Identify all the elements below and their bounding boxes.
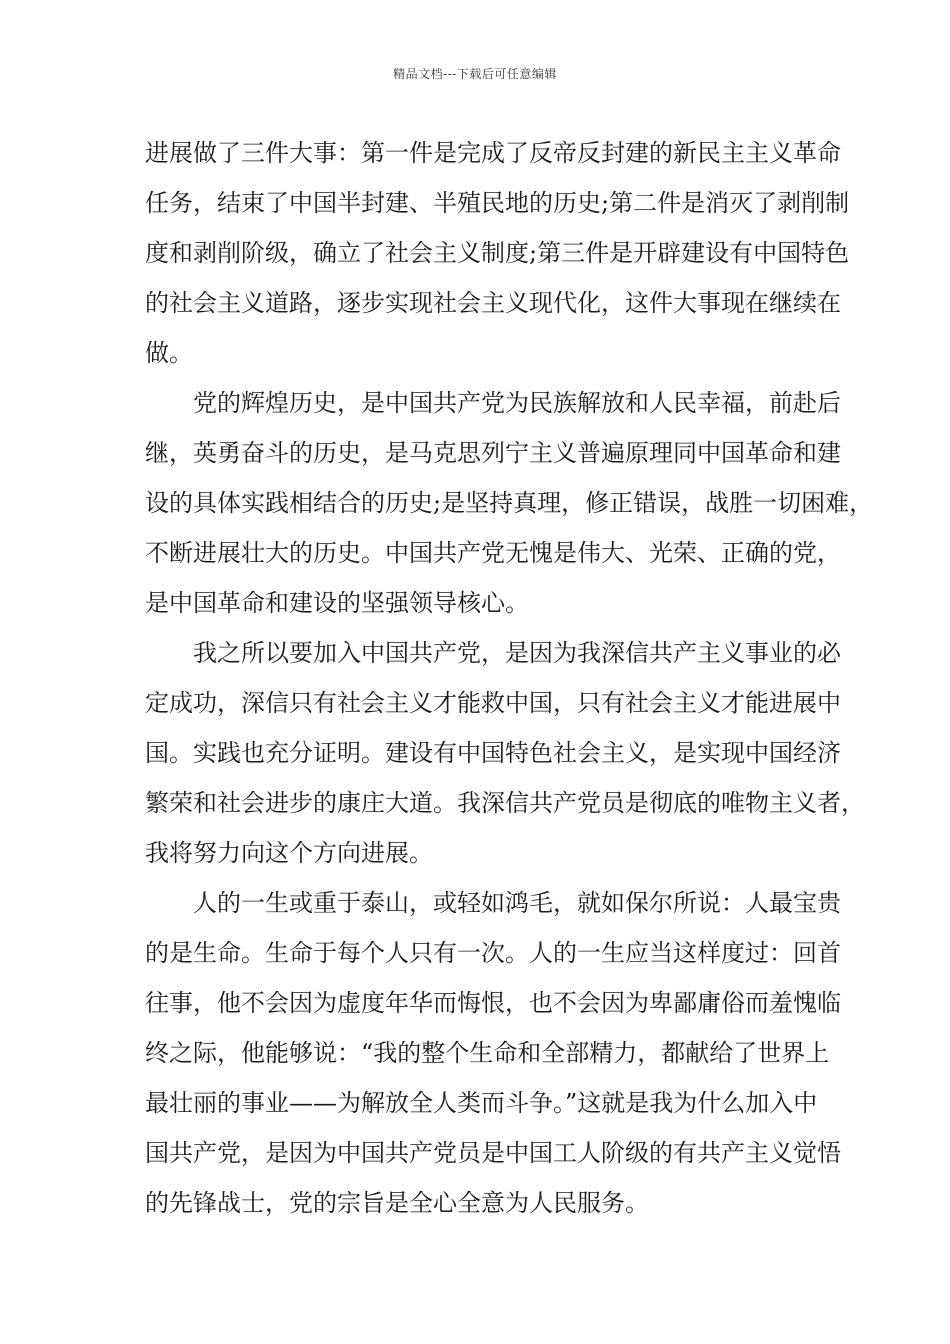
text-line: 繁荣和社会进步的康庄大道。我深信共产党员是彻底的唯物主义者， [145, 789, 865, 817]
text-line: 国。实践也充分证明。建设有中国特色社会主义，是实现中国经济 [145, 739, 841, 767]
document-body [145, 128, 874, 1228]
text-line: 最壮丽的事业——为解放全人类而斗争。”这就是我为什么加入中 [145, 1089, 818, 1117]
text-line: 党的辉煌历史，是中国共产党为民族解放和人民幸福，前赴后 [193, 389, 841, 417]
paragraph-3 [145, 628, 865, 878]
text-line: 进展做了三件大事：第一件是完成了反帝反封建的新民主主义革命 [145, 139, 841, 167]
text-line: 设的具体实践相结合的历史;是坚持真理，修正错误，战胜一切困难， [145, 489, 874, 517]
text-line: 做。 [145, 339, 193, 367]
text-line: 的先锋战士，党的宗旨是全心全意为人民服务。 [145, 1189, 649, 1217]
text-line: 的社会主义道路，逐步实现社会主义现代化，这件大事现在继续在 [145, 289, 841, 317]
text-line: 继，英勇奋斗的历史，是马克思列宁主义普遍原理同中国革命和建 [145, 439, 841, 467]
text-line: 我之所以要加入中国共产党，是因为我深信共产主义事业的必 [193, 639, 841, 667]
paragraph-1 [145, 128, 850, 378]
text-line: 往事，他不会因为虚度年华而悔恨，也不会因为卑鄙庸俗而羞愧临 [145, 989, 841, 1017]
text-line: 任务，结束了中国半封建、半殖民地的历史;第二件是消灭了剥削制 [145, 189, 850, 217]
text-line: 度和剥削阶级，确立了社会主义制度;第三件是开辟建设有中国特色 [145, 239, 850, 267]
text-line: 是中国革命和建设的坚强领导核心。 [145, 589, 529, 617]
text-line: 定成功，深信只有社会主义才能救中国，只有社会主义才能进展中 [145, 689, 841, 717]
paragraph-2 [145, 378, 874, 628]
page-header: 精品文档---下载后可任意编辑 [393, 67, 557, 81]
text-line: 国共产党，是因为中国共产党员是中国工人阶级的有共产主义觉悟 [145, 1139, 841, 1167]
paragraph-4 [145, 878, 841, 1228]
text-line: 我将努力向这个方向进展。 [145, 839, 433, 867]
text-line: 终之际，他能够说：“我的整个生命和全部精力，都献给了世界上 [145, 1039, 830, 1067]
text-line: 人的一生或重于泰山，或轻如鸿毛，就如保尔所说：人最宝贵 [193, 889, 841, 917]
text-line: 的是生命。生命于每个人只有一次。人的一生应当这样度过：回首 [145, 939, 841, 967]
text-line: 不断进展壮大的历史。中国共产党无愧是伟大、光荣、正确的党， [145, 539, 841, 567]
